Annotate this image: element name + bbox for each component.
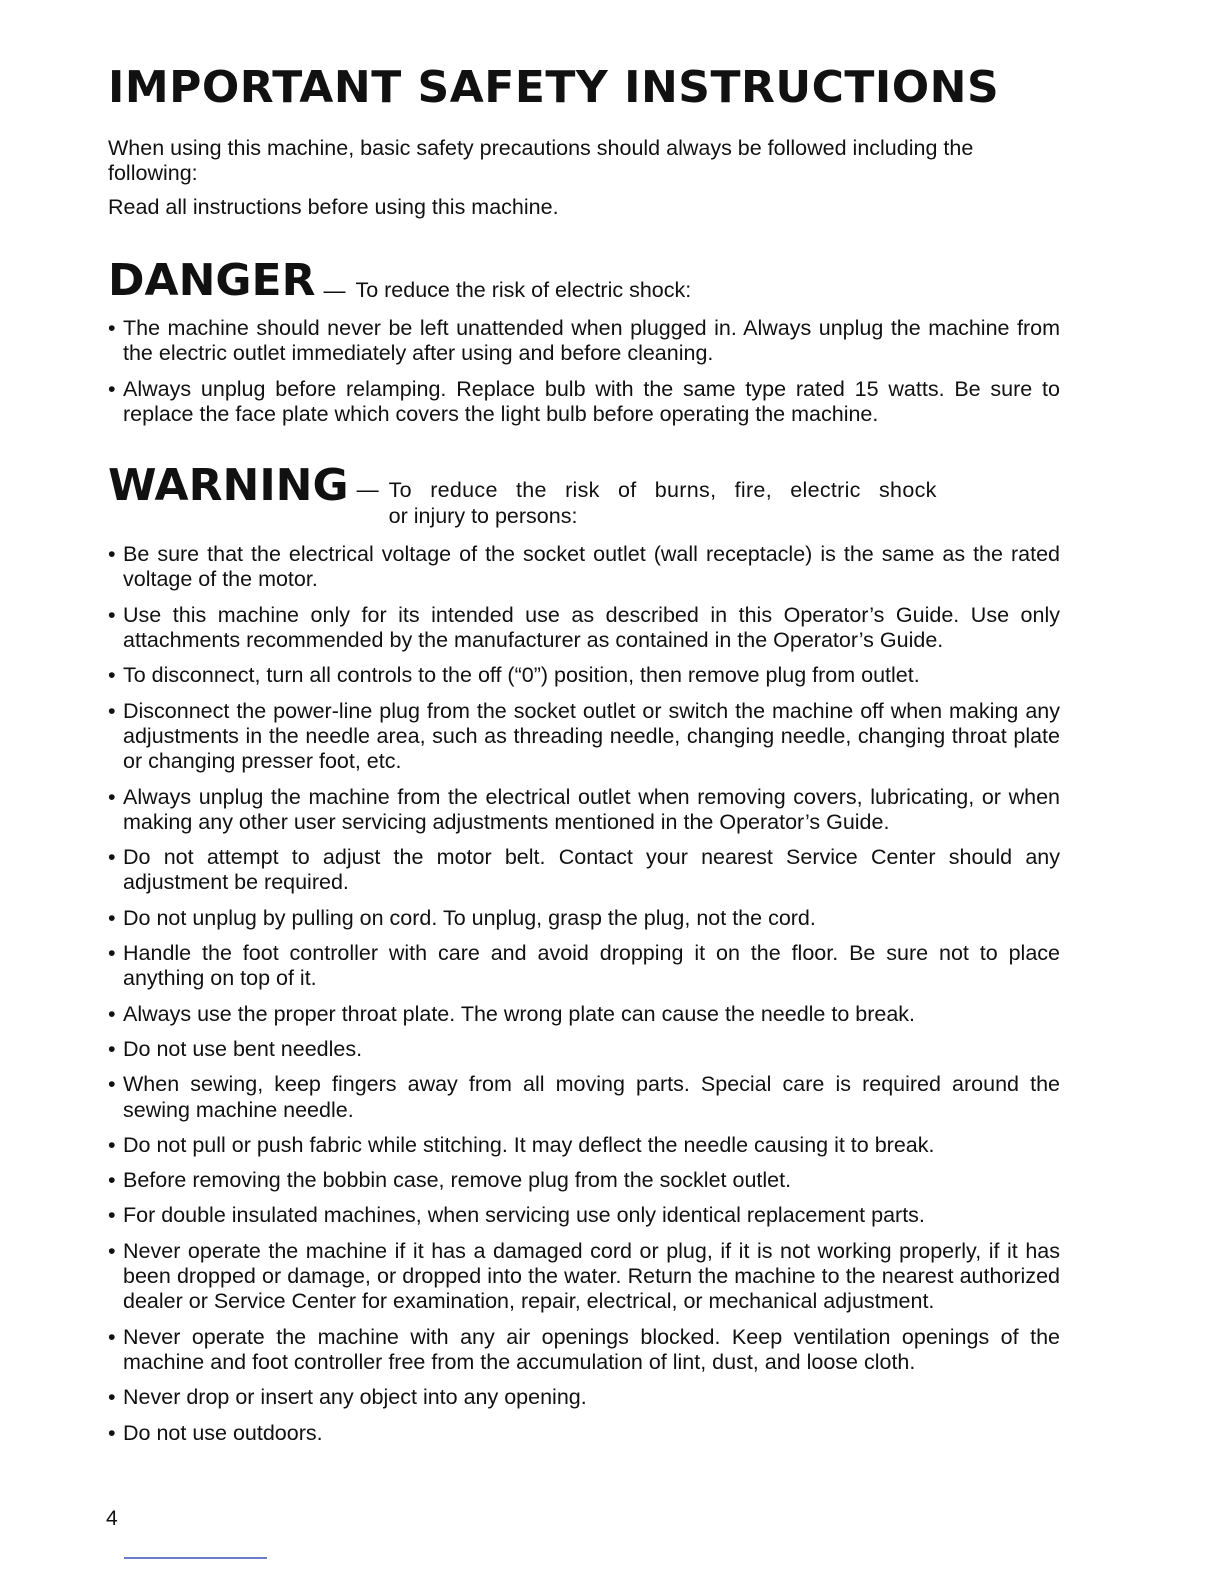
list-item [108, 1168, 1060, 1193]
list-item [108, 906, 1060, 931]
list-item-text: Always unplug the machine from the electrical outlet when removing covers, lubricating, or when making any other user servicing adjustments mentioned in the Operator’s Guide. [123, 784, 1060, 834]
bullet-icon: • [108, 1324, 116, 1349]
list-item [108, 785, 1060, 836]
list-item-text: Do not pull or push fabric while stitching. It may deflect the needle causing it to break. [123, 1132, 935, 1157]
intro-read-instructions: Read all instructions before using this machine. [108, 195, 559, 219]
list-item [108, 699, 1060, 775]
warning-subtitle-line1: To reduce the risk of burns, fire, electric shock [388, 478, 937, 503]
bullet-icon: • [108, 1072, 116, 1097]
danger-header [108, 256, 1060, 306]
bullet-icon: • [108, 316, 116, 340]
danger-dash: — [323, 278, 346, 303]
bullet-icon: • [108, 542, 116, 567]
bullet-icon: • [108, 1203, 116, 1228]
list-item-text: Use this machine only for its intended use as described in this Operator’s Guide. Use only attachments recommended by the manufacturer as contained in the Operator’s Guide. [123, 602, 1060, 653]
list-item [108, 1421, 1060, 1446]
bullet-icon: • [108, 376, 116, 401]
bullet-icon: • [108, 1385, 116, 1410]
list-item [108, 1203, 1060, 1228]
list-item [108, 1325, 1060, 1376]
list-item-text: Do not unplug by pulling on cord. To unplug, grasp the plug, not the cord. [123, 905, 816, 930]
bullet-icon: • [108, 845, 116, 870]
list-item [108, 1037, 1060, 1062]
warning-list [108, 542, 1060, 1446]
list-item [108, 845, 1060, 896]
list-item-text: Be sure that the electrical voltage of the socket outlet (wall receptacle) is the same as the rated voltage of the motor. [123, 542, 1060, 592]
bullet-icon: • [108, 602, 116, 627]
document-page [108, 58, 1060, 1446]
bullet-icon: • [108, 1168, 116, 1193]
list-item-text: Never operate the machine if it has a damaged cord or plug, if it is not working properly, if it has been dropped or damage, or dropped into the water. Return the machine to the nearest authorized dealer or Service Center for examination, repair, electrical, or mechanical adjustment. [123, 1238, 1060, 1314]
list-item [108, 1239, 1060, 1315]
warning-header [108, 461, 1060, 532]
list-item-text: Disconnect the power-line plug from the socket outlet or switch the machine off when making any adjustments in the needle area, such as threading needle, changing needle, changing throat plate or changing presser foot, etc. [123, 698, 1060, 774]
intro-text: When using this machine, basic safety precautions should always be followed including the following: [108, 136, 974, 185]
warning-dash: — [356, 477, 379, 503]
list-item [108, 316, 1060, 367]
list-item-text: Do not use bent needles. [123, 1036, 363, 1061]
bullet-icon: • [108, 663, 116, 688]
list-item-text: Before removing the bobbin case, remove plug from the socklet outlet. [123, 1168, 792, 1193]
list-item [108, 603, 1060, 654]
list-item-text: Always use the proper throat plate. The wrong plate can cause the needle to break. [123, 1001, 916, 1026]
list-item-text: Never operate the machine with any air openings blocked. Keep ventilation openings of the machine and foot controller free from the accumulation of lint, dust, and loose cloth. [123, 1324, 1060, 1374]
warning-heading: WARNING [108, 460, 349, 512]
list-item [108, 1002, 1060, 1027]
list-item [108, 1133, 1060, 1158]
list-item-text: For double insulated machines, when servicing use only identical replacement parts. [123, 1203, 925, 1228]
bullet-icon: • [108, 1132, 116, 1157]
danger-section [108, 256, 1060, 427]
bullet-icon: • [108, 1420, 116, 1445]
footer-divider [124, 1557, 267, 1559]
warning-subtitle-line2: or injury to persons: [388, 504, 578, 529]
list-item [108, 542, 1060, 593]
bullet-icon: • [108, 941, 116, 966]
danger-list [108, 316, 1060, 427]
bullet-icon: • [108, 1036, 116, 1061]
list-item [108, 663, 1060, 688]
danger-heading: DANGER [108, 255, 316, 306]
danger-subtitle: To reduce the risk of electric shock: [355, 278, 692, 302]
list-item-text: Do not attempt to adjust the motor belt. Contact your nearest Service Center should any adjustment be required. [123, 845, 1060, 895]
list-item-text: When sewing, keep fingers away from all moving parts. Special care is required around the sewing machine needle. [123, 1072, 1060, 1122]
list-item [108, 941, 1060, 992]
list-item-text: Do not use outdoors. [123, 1420, 323, 1445]
page-number: 4 [106, 1507, 118, 1530]
list-item-text: Handle the foot controller with care and avoid dropping it on the floor. Be sure not to place anything on top of it. [123, 941, 1060, 991]
list-item-text: Never drop or insert any object into any opening. [123, 1385, 587, 1410]
list-item-text: Always unplug before relamping. Replace bulb with the same type rated 15 watts. Be sure to replace the face plate which covers the light bulb before operating the machine. [123, 376, 1060, 426]
bullet-icon: • [108, 784, 116, 809]
bullet-icon: • [108, 905, 116, 930]
list-item [108, 1385, 1060, 1410]
list-item [108, 377, 1060, 428]
list-item-text: The machine should never be left unattended when plugged in. Always unplug the machine from the electric outlet immediately after using and before cleaning. [123, 316, 1060, 366]
page-title: IMPORTANT SAFETY INSTRUCTIONS [108, 62, 1000, 113]
bullet-icon: • [108, 1001, 116, 1026]
warning-subtitle [389, 461, 1044, 532]
bullet-icon: • [108, 698, 116, 723]
bullet-icon: • [108, 1238, 116, 1263]
warning-section [108, 461, 1060, 1446]
list-item-text: To disconnect, turn all controls to the off (“0”) position, then remove plug from outlet. [123, 663, 920, 688]
list-item [108, 1072, 1060, 1123]
